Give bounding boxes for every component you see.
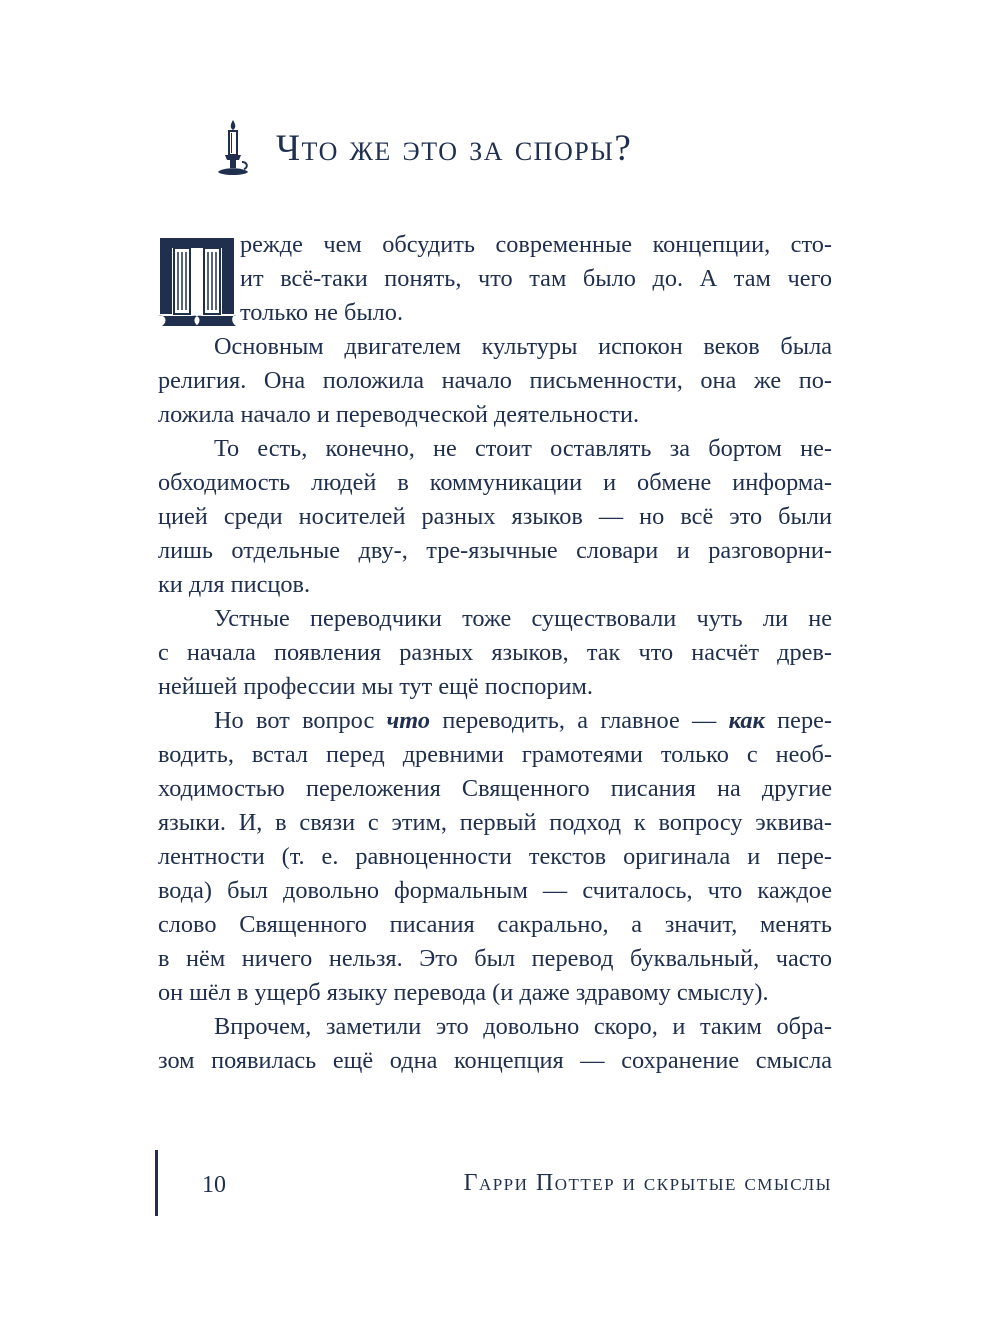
text-line: слово Священного писания сакрально, а значит, менять — [158, 911, 832, 938]
footer-rule — [155, 1150, 158, 1216]
candle-icon — [216, 118, 250, 178]
text-line: режде чем обсудить современные концепции, сто- — [240, 231, 832, 258]
chapter-title: Что же это за споры? — [276, 127, 633, 169]
text-line: нейшей профессии мы тут ещё поспорим. — [158, 673, 593, 700]
text-line: ходимостью переложения Священного писания на другие — [158, 775, 832, 802]
text-run: пере- — [764, 707, 832, 734]
text-run: переводить, а главное — — [430, 707, 729, 734]
text-line: Основным двигателем культуры испокон веков была — [214, 333, 832, 360]
text-line: лишь отдельные дву-, тре-язычные словари и разговорни- — [158, 537, 832, 564]
text-run: Но вот вопрос — [214, 707, 387, 734]
text-line: в нём ничего нельзя. Это был перевод буквальный, часто — [158, 945, 832, 972]
text-line: вода) был довольно формальным — считалось, что каждое — [158, 877, 832, 904]
text-line: обходимость людей в коммуникации и обмене информа- — [158, 469, 832, 496]
text-line: ит всё-таки понять, что там было до. А там чего — [240, 265, 832, 292]
text-line: с начала появления разных языков, так что насчёт древ- — [158, 639, 832, 666]
text-line: Впрочем, заметили это довольно скоро, и таким обра- — [214, 1013, 832, 1040]
body-text — [158, 228, 832, 1078]
chapter-heading — [216, 118, 632, 178]
text-line: лентности (т. е. равноценности текстов оригинала и пере- — [158, 843, 832, 870]
page-number: 10 — [202, 1172, 226, 1198]
running-title: Гарри Поттер и скрытые смыслы — [463, 1170, 832, 1196]
text-line: только не было. — [240, 299, 404, 326]
text-line: водить, встал перед древними грамотеями только с необ- — [158, 741, 832, 768]
text-line — [158, 704, 832, 738]
text-line: ки для писцов. — [158, 571, 311, 598]
text-line: языки. И, в связи с этим, первый подход к вопросу эквива- — [158, 809, 832, 836]
text-line: То есть, конечно, не стоит оставлять за бортом не- — [214, 435, 832, 462]
text-line: Устные переводчики тоже существовали чуть ли не — [214, 605, 832, 632]
text-line: зом появилась ещё одна концепция — сохранение смысла — [158, 1047, 832, 1074]
text-line: ложила начало и переводческой деятельности. — [158, 401, 640, 428]
text-line: религия. Она положила начало письменности, она же по- — [158, 367, 832, 394]
emphasis-what: что — [386, 707, 431, 734]
text-line: цией среди носителей разных языков — но всё это были — [158, 503, 832, 530]
text-line: он шёл в ущерб языку перевода (и даже здравому смыслу). — [158, 979, 769, 1006]
emphasis-how: как — [728, 707, 765, 734]
